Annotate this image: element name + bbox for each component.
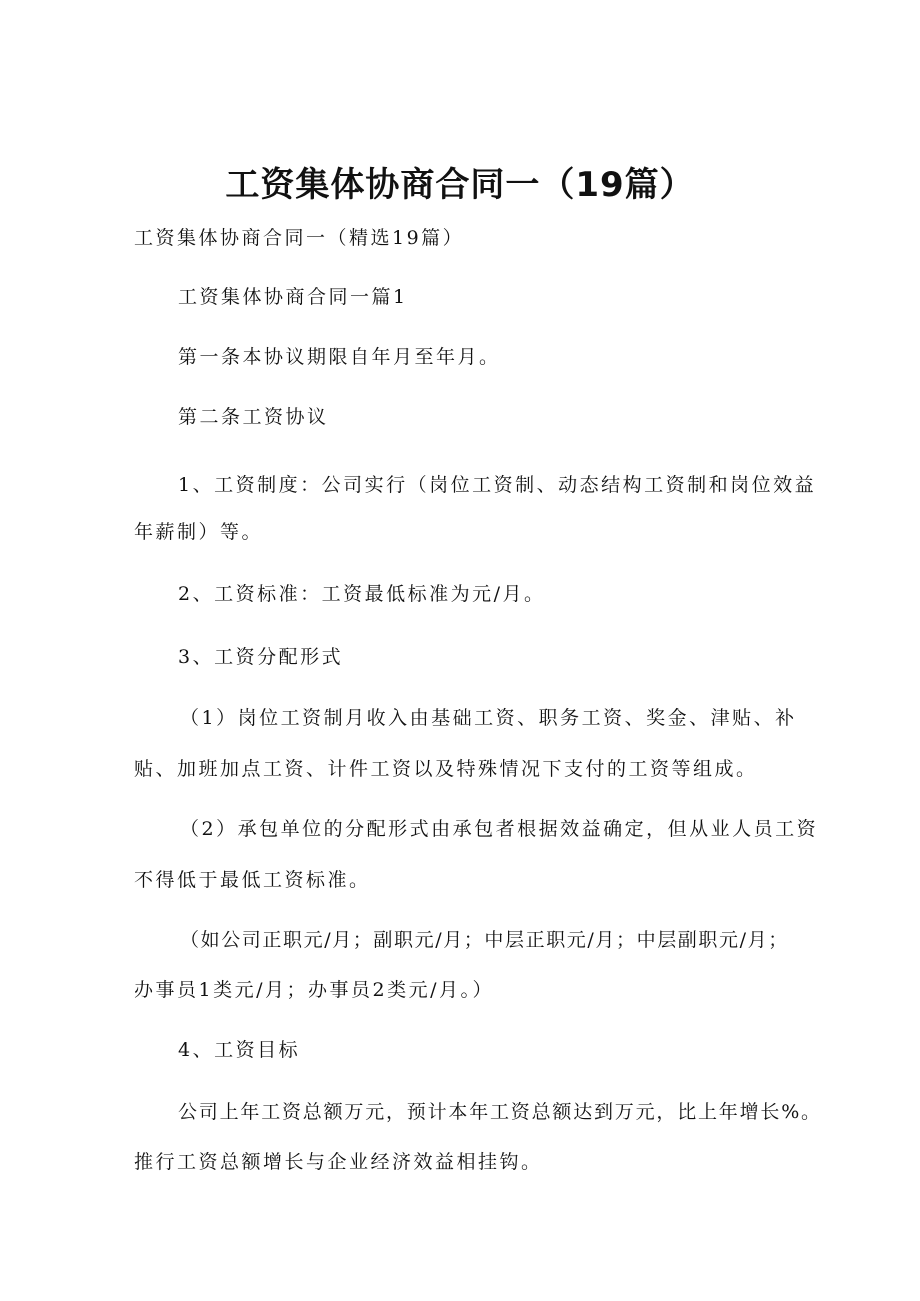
paragraph-line: 第一条本协议期限自年月至年月。 [178,346,501,368]
paragraph-line: 不得低于最低工资标准。 [134,869,371,891]
paragraph-line: 2、工资标准：工资最低标准为元/月。 [178,583,546,605]
paragraph-line: 1、工资制度：公司实行（岗位工资制、动态结构工资制和岗位效益 [178,474,817,496]
paragraph-line: 第二条工资协议 [178,406,329,428]
paragraph-line: （2）承包单位的分配形式由承包者根据效益确定，但从业人员工资 [180,818,819,840]
paragraph-line: 年薪制）等。 [134,521,264,543]
section-heading: 工资集体协商合同一篇1 [178,286,408,308]
paragraph-line: 4、工资目标 [178,1039,301,1061]
paragraph-line: 3、工资分配形式 [178,646,344,668]
paragraph-line: 办事员1类元/月；办事员2类元/月。） [134,979,494,1001]
paragraph-line: （如公司正职元/月；副职元/月；中层正职元/月；中层副职元/月； [180,929,789,951]
document-title: 工资集体协商合同一（19篇） [225,165,695,205]
paragraph-line: 推行工资总额增长与企业经济效益相挂钩。 [134,1151,543,1173]
paragraph-line: 贴、加班加点工资、计件工资以及特殊情况下支付的工资等组成。 [134,758,758,780]
document-subtitle: 工资集体协商合同一（精选19篇） [134,227,465,249]
paragraph-line: 公司上年工资总额万元，预计本年工资总额达到万元，比上年增长%。 [178,1101,822,1123]
paragraph-line: （1）岗位工资制月收入由基础工资、职务工资、奖金、津贴、补 [180,707,797,729]
